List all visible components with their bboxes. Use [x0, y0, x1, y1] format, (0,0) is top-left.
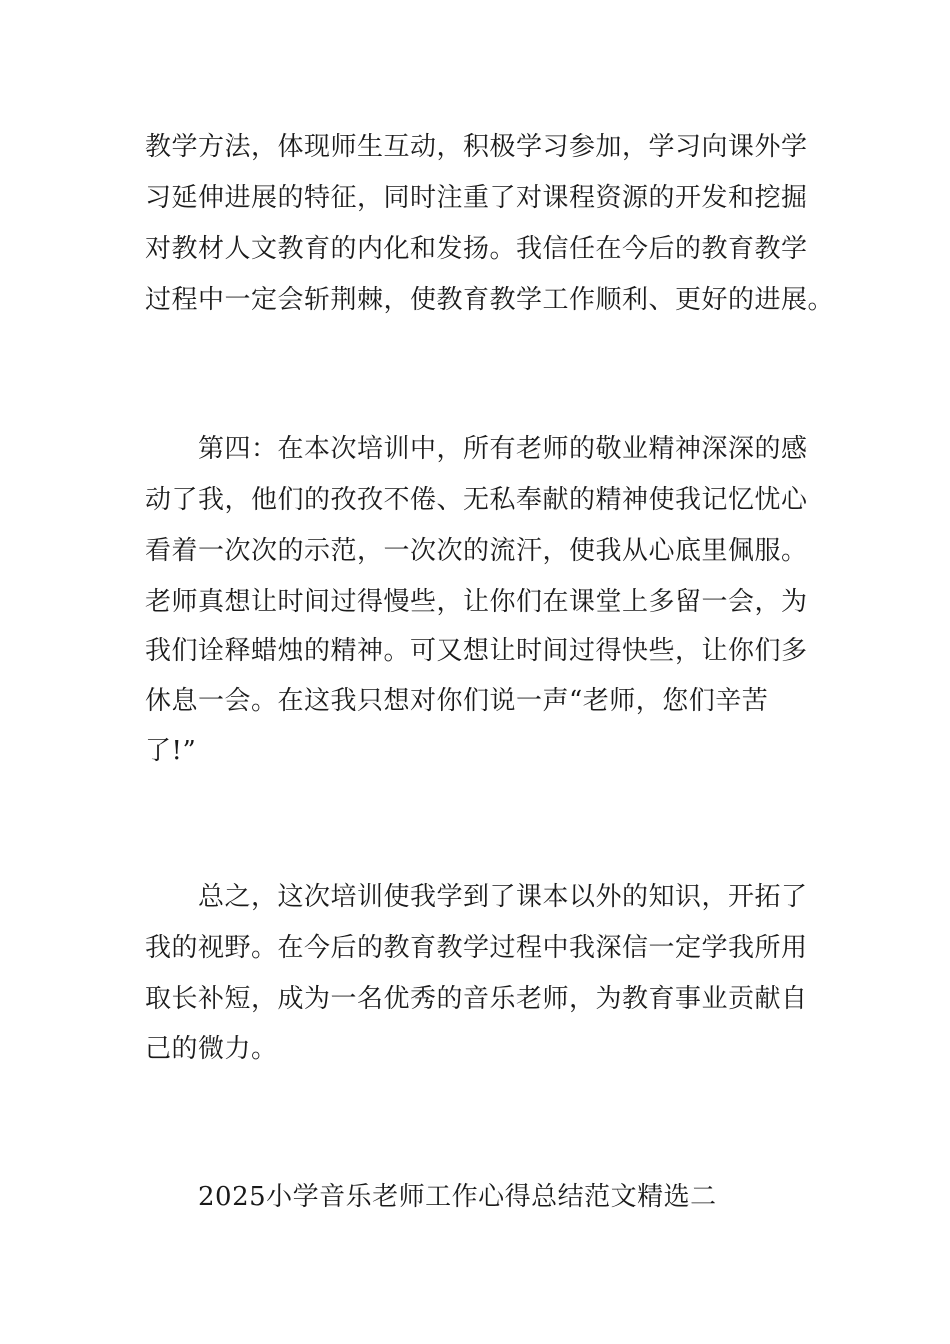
- paragraph-line: 了!”: [145, 736, 197, 766]
- paragraph-line: 己的微力。: [145, 1034, 278, 1064]
- section-heading: 2025小学音乐老师工作心得总结范文精选二: [198, 1182, 717, 1212]
- paragraph-line: 老师真想让时间过得慢些，让你们在课堂上多留一会，为: [145, 587, 808, 617]
- paragraph-line: 总之，这次培训使我学到了课本以外的知识，开拓了: [198, 882, 808, 912]
- paragraph-line: 第四：在本次培训中，所有老师的敬业精神深深的感: [198, 434, 808, 464]
- paragraph-line: 休息一会。在这我只想对你们说一声“老师，您们辛苦: [145, 686, 769, 716]
- paragraph-line: 教学方法，体现师生互动，积极学习参加，学习向课外学: [145, 132, 808, 162]
- paragraph-line: 我的视野。在今后的教育教学过程中我深信一定学我所用: [145, 933, 808, 963]
- paragraph-line: 取长补短，成为一名优秀的音乐老师，为教育事业贡献自: [145, 984, 808, 1014]
- paragraph-line: 习延伸进展的特征，同时注重了对课程资源的开发和挖掘: [145, 183, 808, 213]
- paragraph-line: 过程中一定会斩荆棘，使教育教学工作顺利、更好的进展。: [145, 285, 835, 315]
- paragraph-line: 对教材人文教育的内化和发扬。我信任在今后的教育教学: [145, 234, 808, 264]
- paragraph-line: 看着一次次的示范，一次次的流汗，使我从心底里佩服。: [145, 536, 808, 566]
- paragraph-line: 动了我，他们的孜孜不倦、无私奉献的精神使我记忆忧心: [145, 485, 808, 515]
- paragraph-line: 我们诠释蜡烛的精神。可又想让时间过得快些，让你们多: [145, 636, 808, 666]
